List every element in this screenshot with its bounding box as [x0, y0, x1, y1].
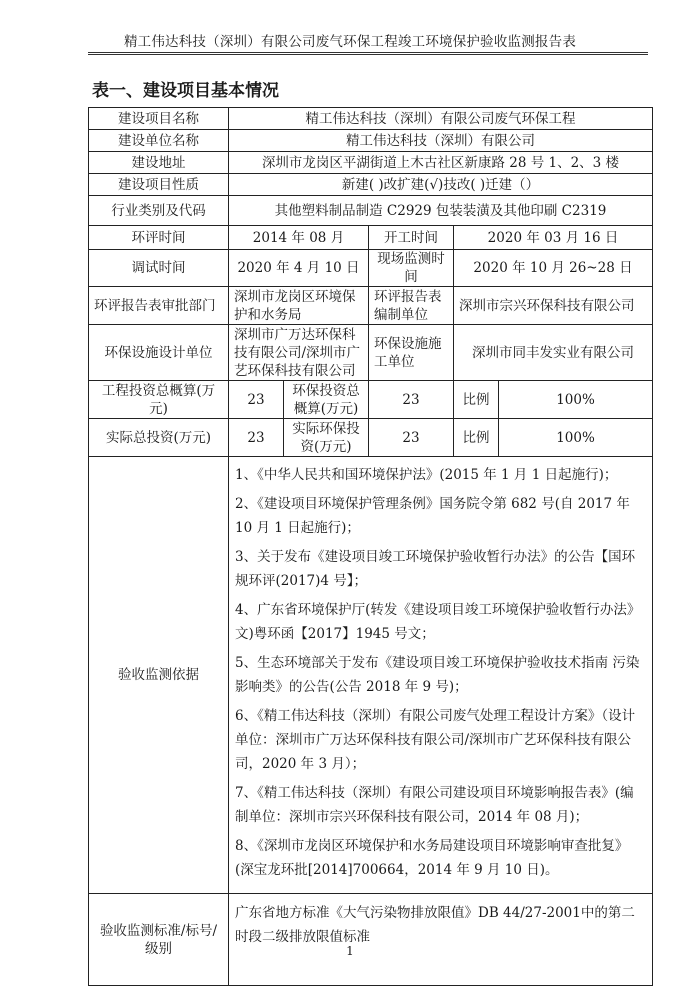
design-label: 环保设施设计单位	[89, 325, 229, 381]
ratio-label-1: 比例	[454, 381, 499, 419]
header-rule	[88, 52, 648, 53]
est-total-value: 23	[229, 381, 284, 419]
start-value: 2020 年 03 月 16 日	[454, 226, 653, 250]
nature-label: 建设项目性质	[89, 174, 229, 196]
industry-value: 其他塑料制品制造 C2929 包装装潢及其他印刷 C2319	[229, 196, 653, 226]
design-value: 深圳市广万达环保科技有限公司/深圳市广艺环保科技有限公司	[229, 325, 369, 381]
monitor-label: 现场监测时间	[369, 250, 454, 287]
approve-value: 深圳市龙岗区环境保护和水务局	[229, 287, 369, 325]
prepare-value: 深圳市宗兴环保科技有限公司	[454, 287, 653, 325]
basis-item: 7、《精工伟达科技（深圳）有限公司建设项目环境影响报告表》(编制单位：深圳市宗兴环保科技有限公司，2014 年 08 月)；	[235, 785, 634, 825]
debug-label: 调试时间	[89, 250, 229, 287]
ratio-label-2: 比例	[454, 419, 499, 457]
industry-label: 行业类别及代码	[89, 196, 229, 226]
std-label: 验收监测标准/标号/级别	[89, 894, 229, 986]
header-rule-2	[88, 54, 648, 55]
ratio-value-1: 100%	[499, 381, 653, 419]
est-env-value: 23	[369, 381, 454, 419]
act-total-label: 实际总投资(万元)	[89, 419, 229, 457]
basis-item: 4、广东省环境保护厅(转发《建设项目竣工环境保护验收暂行办法》文)粤环函【2017】1945 号文；	[235, 602, 641, 642]
project-name-label: 建设项目名称	[89, 108, 229, 130]
build-label: 环保设施施工单位	[369, 325, 454, 381]
build-value: 深圳市同丰发实业有限公司	[454, 325, 653, 381]
prepare-label: 环评报告表编制单位	[369, 287, 454, 325]
nature-value: 新建( )改扩建(√)技改( )迁建（）	[229, 174, 653, 196]
page-number: 1	[346, 944, 354, 958]
act-env-label: 实际环保投资(万元)	[284, 419, 369, 457]
unit-label: 建设单位名称	[89, 130, 229, 152]
approve-label: 环评报告表审批部门	[89, 287, 229, 325]
unit-value: 精工伟达科技（深圳）有限公司	[229, 130, 653, 152]
address-value: 深圳市龙岗区平湖街道上木古社区新康路 28 号 1、2、3 楼	[229, 152, 653, 174]
est-env-label: 环保投资总概算(万元)	[284, 381, 369, 419]
basis-item: 1、《中华人民共和国环境保护法》(2015 年 1 月 1 日起施行)；	[235, 467, 618, 483]
basis-item: 2、《建设项目环境保护管理条例》国务院令第 682 号(自 2017 年 10 月 1 日起施行)；	[235, 496, 630, 536]
report-header: 精工伟达科技（深圳）有限公司废气环保工程竣工环境保护验收监测报告表	[123, 34, 577, 50]
address-label: 建设地址	[89, 152, 229, 174]
start-label: 开工时间	[369, 226, 454, 250]
ratio-value-2: 100%	[499, 419, 653, 457]
eia-time-label: 环评时间	[89, 226, 229, 250]
std-value: 广东省地方标准《大气污染物排放限值》DB 44/27-2001中的第二时段二级排放限值标准	[229, 894, 653, 986]
project-info-table	[88, 107, 653, 986]
basis-list	[229, 457, 653, 894]
basis-label: 验收监测依据	[89, 457, 229, 894]
eia-time-value: 2014 年 08 月	[229, 226, 369, 250]
est-total-label: 工程投资总概算(万元)	[89, 381, 229, 419]
basis-item: 3、关于发布《建设项目竣工环境保护验收暂行办法》的公告【国环规环评(2017)4 号】；	[235, 549, 636, 589]
monitor-value: 2020 年 10 月 26~28 日	[454, 250, 653, 287]
basis-item: 6、《精工伟达科技（深圳）有限公司废气处理工程设计方案》（设计单位：深圳市广万达环保科技有限公司/深圳市广艺环保科技有限公司，2020 年 3 月）；	[235, 708, 636, 772]
section-title: 表一、建设项目基本情况	[92, 81, 279, 101]
basis-item: 5、生态环境部关于发布《建设项目竣工环境保护验收技术指南 污染影响类》的公告(公告 2018 年 9 号)；	[235, 655, 640, 695]
act-env-value: 23	[369, 419, 454, 457]
debug-value: 2020 年 4 月 10 日	[229, 250, 369, 287]
basis-item: 8、《深圳市龙岗区环境保护和水务局建设项目环境影响审查批复》(深宝龙环批[2014]700664，2014 年 9 月 10 日)。	[235, 838, 629, 878]
act-total-value: 23	[229, 419, 284, 457]
project-name: 精工伟达科技（深圳）有限公司废气环保工程	[229, 108, 653, 130]
